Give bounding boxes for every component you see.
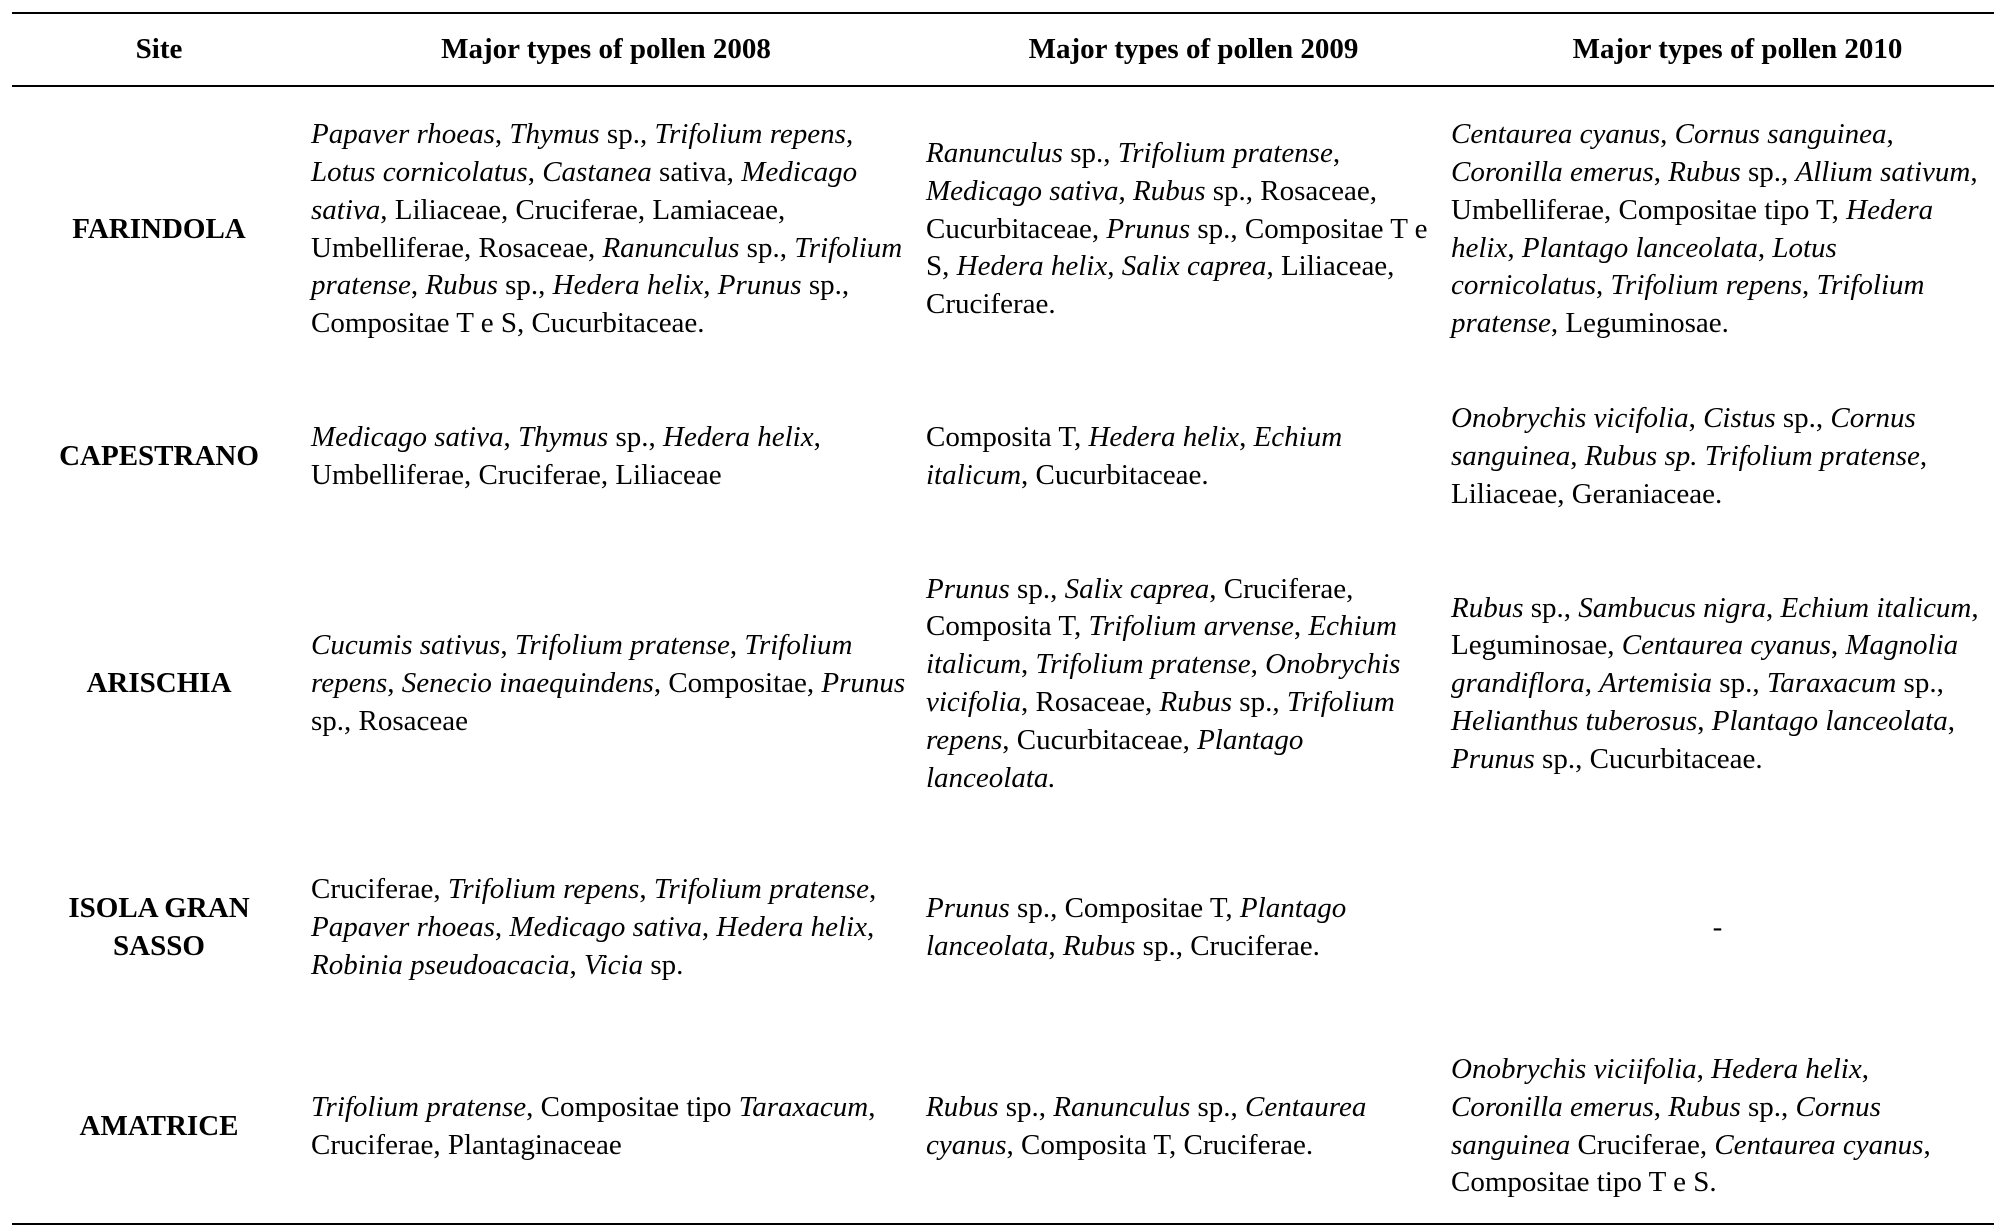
plain-text: sp., — [1775, 402, 1831, 435]
plain-text: , — [1584, 667, 1600, 700]
pollen-2008 — [306, 419, 921, 495]
taxon-name: Rubus — [926, 1090, 999, 1123]
pollen-2008 — [306, 1089, 921, 1165]
plain-text: , Umbelliferae, Compositae tipo T, — [1451, 155, 1978, 226]
plain-text: , — [1696, 1052, 1712, 1085]
taxon-name: Hedera helix — [956, 250, 1108, 283]
plain-text: sp., — [1740, 155, 1796, 188]
taxon-name: Trifolium pratense — [653, 873, 869, 906]
header-site: Site — [135, 32, 183, 65]
site-name: CAPESTRANO — [59, 440, 259, 473]
plain-text: Cruciferae, — [311, 873, 448, 906]
taxon-name: Hedera helix — [716, 911, 867, 944]
taxon-name: Plantago lanceolata — [926, 892, 1347, 962]
taxon-name: Echium italicum — [926, 421, 1343, 491]
taxon-name: Medicago sativa — [311, 421, 504, 454]
taxon-name: Trifolium repens — [654, 118, 846, 151]
taxon-name: Medicago sativa — [926, 174, 1119, 207]
plain-text: sp., — [739, 231, 795, 264]
taxon-name: Medicago sativa — [509, 911, 702, 944]
pollen-2009 — [921, 1089, 1446, 1165]
taxon-name: Hedera helix — [552, 269, 704, 302]
plain-text: sp., — [599, 118, 655, 151]
plain-text: sp., Compositae T, — [1009, 892, 1240, 925]
taxon-name: Rubus — [1668, 1090, 1741, 1123]
plain-text: sativa, — [651, 155, 742, 188]
plain-text: Cruciferae, — [1570, 1128, 1715, 1161]
plain-text: , — [1507, 231, 1522, 264]
taxon-name: Plantago lanceolata — [1711, 704, 1948, 737]
taxon-name: Trifolium repens — [311, 629, 853, 700]
plain-text: sp., — [1009, 572, 1065, 605]
plain-text: , — [410, 269, 426, 302]
site-name: AMATRICE — [79, 1109, 239, 1142]
taxon-name: Coronilla emerus — [1451, 155, 1654, 188]
plain-text: , — [494, 911, 510, 944]
plain-text: , — [1570, 440, 1585, 473]
taxon-name: Medicago sativa — [311, 155, 858, 226]
taxon-name: Prunus — [821, 667, 906, 700]
plain-text: , — [639, 873, 654, 906]
plain-text: sp., — [998, 1090, 1054, 1123]
taxon-name: Trifolium pratense — [311, 231, 903, 302]
taxon-name: Trifolium pratense — [1035, 648, 1251, 681]
plain-text: , — [867, 911, 875, 944]
plain-text: , Cruciferae, Plantaginaceae — [311, 1090, 876, 1161]
taxon-name: Prunus — [926, 892, 1010, 925]
taxon-name: Sambucus nigra — [1578, 591, 1766, 624]
plain-text: , Compositae tipo — [526, 1090, 739, 1123]
plain-text: sp. — [643, 948, 684, 981]
taxon-name: Centaurea cyanus — [926, 1090, 1367, 1161]
taxon-name: Prunus — [717, 269, 802, 302]
plain-text: , — [1757, 231, 1773, 264]
plain-text: , — [1118, 174, 1133, 207]
taxon-name: Hedera helix — [1088, 421, 1240, 454]
pollen-2009 — [921, 419, 1446, 495]
taxon-name: Salix caprea — [1121, 250, 1267, 283]
taxon-name: Salix caprea — [1064, 572, 1210, 605]
taxon-name: Allium sativum — [1795, 155, 1971, 188]
taxon-name: Ranunculus — [1053, 1090, 1191, 1123]
taxon-name: Trifolium pratense — [1451, 269, 1925, 340]
taxon-name: Robinia pseudoacacia — [311, 948, 570, 981]
plain-text: , — [845, 118, 854, 151]
taxon-name: Papaver rhoeas — [311, 911, 495, 944]
taxon-name: Ranunculus — [926, 137, 1063, 169]
taxon-name: Magnolia grandiflora — [1451, 629, 1959, 700]
plain-text: , — [1596, 269, 1611, 302]
plain-text: , — [1293, 610, 1309, 643]
taxon-name: Taraxacum — [738, 1090, 869, 1123]
plain-text: , — [1861, 1052, 1869, 1085]
taxon-name: Rubus — [1451, 591, 1524, 624]
header-pollen-2009: Major types of pollen 2009 — [1028, 32, 1359, 65]
plain-text: , — [1697, 704, 1712, 737]
taxon-name: Onobrychis viciifolia — [1451, 1052, 1697, 1085]
plain-text: , — [703, 269, 718, 302]
taxon-name: Thymus — [509, 118, 600, 151]
plain-text: sp., — [1232, 686, 1287, 718]
header-pollen-2010: Major types of pollen 2010 — [1572, 32, 1903, 65]
plain-text: , — [1653, 1090, 1669, 1123]
taxon-name: Senecio inaequindens — [401, 667, 654, 700]
plain-text: , — [1830, 629, 1846, 662]
taxon-name: Echium italicum — [926, 610, 1397, 681]
plain-text: , Composita T, Cruciferae. — [1006, 1128, 1314, 1161]
plain-text: , — [1886, 118, 1894, 151]
plain-text: sp., — [1712, 667, 1767, 700]
table-row — [12, 372, 1994, 542]
plain-text: , Umbelliferae, Cruciferae, Liliaceae — [311, 421, 821, 491]
taxon-name: Prunus — [1106, 212, 1191, 245]
plain-text: sp., Compositae T e S, — [926, 212, 1428, 283]
plain-text: , — [1332, 137, 1341, 169]
plain-text: , Compositae tipo T e S. — [1451, 1128, 1931, 1199]
taxon-name: Hedera helix — [1451, 193, 1934, 264]
plain-text: , — [1021, 648, 1036, 681]
taxon-name: Lotus cornicolatus — [1451, 231, 1837, 302]
plain-text: sp., — [1523, 591, 1579, 624]
plain-text: , — [1107, 250, 1122, 283]
plain-text: , Leguminosae. — [1550, 307, 1729, 340]
taxon-name: Trifolium repens — [1610, 269, 1802, 302]
taxon-name: Trifolium repens — [926, 686, 1395, 756]
plain-text: , — [500, 629, 515, 662]
plain-text: sp., — [1062, 137, 1118, 169]
taxon-name: Cornus sanguinea — [1451, 1090, 1881, 1161]
pollen-2010 — [1446, 590, 1994, 779]
plain-text: , Cucurbitaceae. — [1021, 459, 1209, 491]
pollen-2008 — [306, 871, 921, 984]
taxon-name: Artemisia — [1599, 667, 1713, 700]
taxon-name: Hedera helix — [1711, 1052, 1862, 1085]
plain-text: , Cucurbitaceae, — [1002, 723, 1198, 756]
taxon-name: Trifolium pratense — [311, 1090, 527, 1123]
taxon-name: Thymus — [517, 421, 609, 454]
plain-text: , — [569, 948, 585, 981]
plain-text: sp., Cruciferae. — [1135, 930, 1320, 962]
pollen-table — [12, 12, 1994, 1225]
table-row — [12, 1030, 1994, 1223]
plain-text: , — [1947, 704, 1955, 737]
plain-text: , — [1766, 591, 1781, 624]
plain-text: sp., Compositae T e S, Cucurbitaceae. — [311, 269, 850, 340]
taxon-name: Centaurea cyanus — [1714, 1128, 1924, 1161]
plain-text: sp., — [1190, 1090, 1246, 1123]
taxon-name: Hedera helix — [663, 421, 814, 454]
pollen-2009 — [921, 571, 1446, 798]
taxon-name: Castanea — [542, 155, 652, 188]
pollen-2008 — [306, 116, 921, 343]
taxon-name: Lotus cornicolatus — [311, 155, 528, 188]
pollen-2009 — [921, 890, 1446, 966]
taxon-name: Rubus — [1159, 686, 1233, 718]
taxon-name: Cucumis sativus — [311, 629, 501, 662]
taxon-name: Cistus — [1703, 402, 1776, 435]
plain-text: sp., — [608, 421, 664, 454]
plain-text: sp., — [1740, 1090, 1796, 1123]
pollen-2010 — [1446, 1051, 1994, 1202]
plain-text: , Rosaceae, — [1021, 686, 1160, 718]
plain-text: , — [1801, 269, 1817, 302]
taxon-name: Ranunculus — [602, 231, 740, 264]
taxon-name: Centaurea cyanus — [1451, 118, 1661, 151]
site-name: ISOLA GRAN SASSO — [68, 892, 250, 962]
taxon-name: Trifolium pratense — [514, 629, 730, 662]
plain-text: , — [1688, 402, 1704, 435]
plain-text: , Cruciferae, Composita T, — [926, 572, 1354, 643]
pollen-2009 — [921, 135, 1446, 324]
taxon-name: Onobrychis vicifolia — [1451, 402, 1689, 435]
taxon-name: Rubus sp. Trifolium pratense — [1584, 440, 1920, 473]
plain-text: , Liliaceae, Geraniaceae. — [1451, 440, 1928, 510]
taxon-name: Taraxacum — [1766, 667, 1897, 700]
plain-text: , — [503, 421, 518, 454]
plain-text: sp., Rosaceae, Cucurbitaceae, — [926, 174, 1378, 245]
plain-text: , Compositae, — [653, 667, 822, 700]
plain-text: , — [1048, 930, 1063, 962]
taxon-name: Prunus — [926, 572, 1010, 605]
taxon-name: Rubus — [1062, 930, 1136, 962]
taxon-name: Onobrychis vicifolia — [926, 648, 1401, 718]
taxon-name: Papaver rhoeas — [311, 118, 495, 151]
taxon-name: Rubus — [1668, 155, 1741, 188]
taxon-name: Vicia — [584, 948, 644, 981]
plain-text: , — [527, 155, 543, 188]
taxon-name: Trifolium repens — [447, 873, 640, 906]
taxon-name: Coronilla emerus — [1451, 1090, 1654, 1123]
taxon-name: Rubus — [425, 269, 498, 302]
plain-text: , — [1660, 118, 1675, 151]
pollen-2010 — [1446, 116, 1994, 343]
taxon-name: Trifolium arvense — [1088, 610, 1294, 643]
header-pollen-2008: Major types of pollen 2008 — [441, 32, 771, 65]
plain-text: sp., Rosaceae — [311, 704, 469, 737]
taxon-name: Trifolium pratense — [1117, 137, 1333, 169]
plain-text: Composita T, — [926, 421, 1089, 454]
taxon-name: Prunus — [1451, 742, 1535, 775]
taxon-name: Plantago lanceolata — [1521, 231, 1758, 264]
plain-text: , — [868, 873, 877, 906]
plain-text: , — [1239, 421, 1254, 454]
table-header — [12, 14, 1994, 87]
plain-text: - — [1712, 911, 1723, 944]
plain-text: sp., Cucurbitaceae. — [1534, 742, 1763, 775]
plain-text: , Leguminosae, — [1451, 591, 1979, 662]
plain-text: sp., — [497, 269, 553, 302]
taxon-name: Echium italicum — [1780, 591, 1972, 624]
table-row — [12, 87, 1994, 372]
table-row — [12, 826, 1994, 1030]
pollen-2010 — [1446, 400, 1994, 513]
taxon-name: Helianthus tuberosus — [1451, 704, 1698, 737]
site-name: ARISCHIA — [86, 667, 232, 700]
plain-text: , — [494, 118, 510, 151]
pollen-2008 — [306, 627, 921, 740]
table-row — [12, 542, 1994, 826]
taxon-name: Centaurea cyanus — [1621, 629, 1831, 662]
taxon-name: Rubus — [1132, 174, 1206, 207]
plain-text: , Liliaceae, Cruciferae. — [926, 250, 1395, 321]
taxon-name: Cornus sanguinea — [1674, 118, 1887, 151]
plain-text: , — [701, 911, 717, 944]
plain-text: , — [387, 667, 402, 700]
taxon-name: Plantago lanceolata. — [926, 723, 1304, 794]
plain-text: , — [1653, 155, 1669, 188]
plain-text: , Liliaceae, Cruciferae, Lamiaceae, Umbelliferae, Rosaceae, — [311, 193, 786, 264]
plain-text: , — [1250, 648, 1266, 681]
taxon-name: Cornus sanguinea — [1451, 402, 1916, 473]
site-name: FARINDOLA — [72, 212, 246, 245]
plain-text: sp., — [1896, 667, 1944, 700]
pollen-2010 — [1446, 909, 1994, 947]
plain-text: , — [729, 629, 745, 662]
